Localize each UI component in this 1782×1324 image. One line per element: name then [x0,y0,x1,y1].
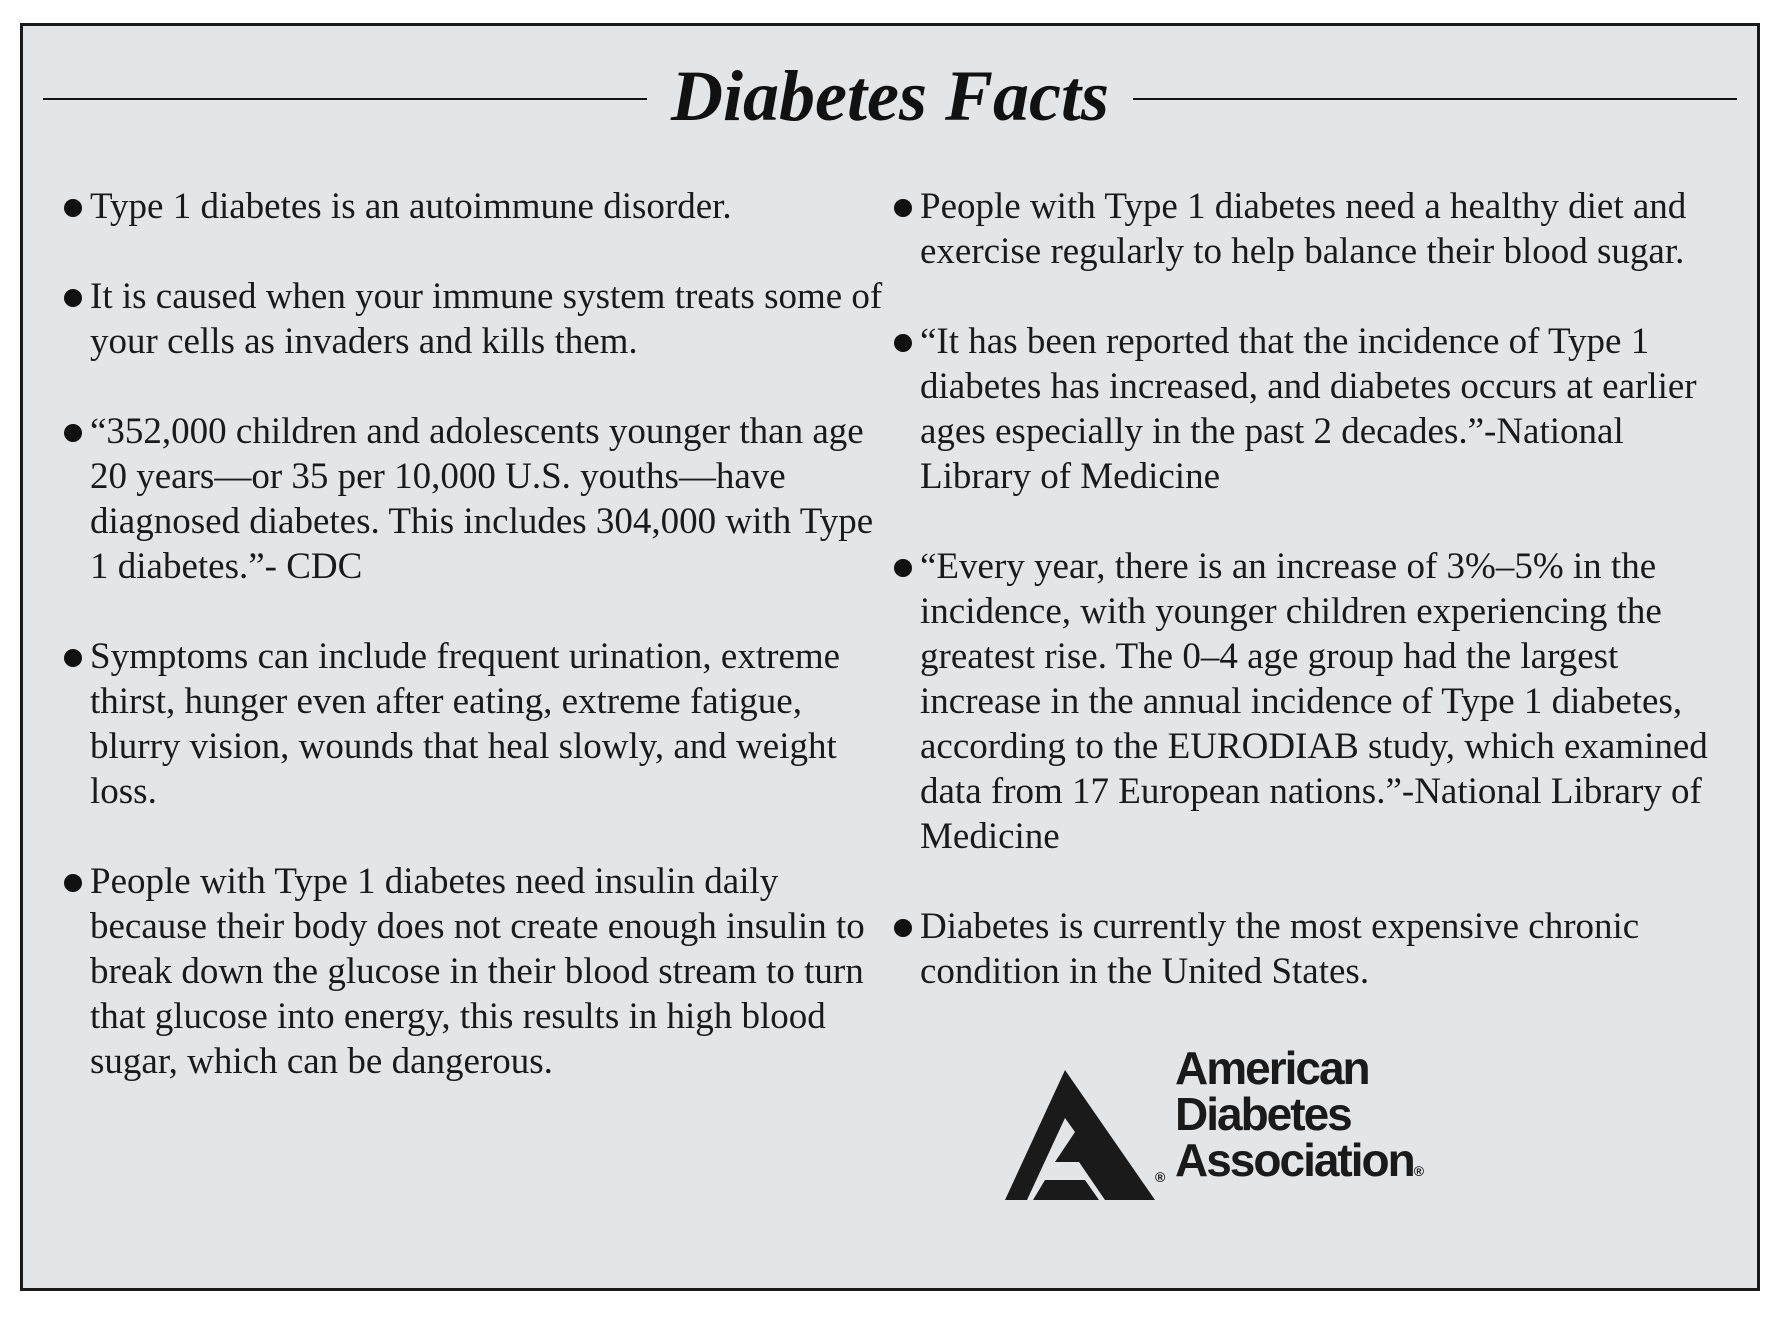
fact-text: “Every year, there is an increase of 3%–5% in the incidence, with younger children experiencing the greatest rise. The 0–4 age group had the largest increase in the annual incidence of Type 1 diabetes, according to the EURODIAB study, which examined data from 17 European nations.”-National Library of Medicine [920,546,1708,857]
bullet-icon [894,559,912,577]
title-rule-left [43,98,647,100]
ada-logo [1005,1042,1485,1205]
fact-text: It is caused when your immune system treats some of your cells as invaders and kills them. [90,276,883,362]
bullet-icon [64,874,82,892]
bullet-icon [64,649,82,667]
fact-text: “352,000 children and adolescents younger than age 20 years—or 35 per 10,000 U.S. youths—have diagnosed diabetes. This includes 304,000 with Type 1 diabetes.”- CDC [90,411,874,587]
registered-mark-2: ® [1413,1163,1425,1179]
fact-text: People with Type 1 diabetes need insulin daily because their body does not create enough insulin to break down the glucose in their blood stream to turn that glucose into energy, this results in high blood sugar, which can be dangerous. [90,861,865,1082]
fact-text: Type 1 diabetes is an autoimmune disorder. [90,186,732,227]
fact-item [888,904,1733,994]
fact-item [58,409,888,589]
fact-text: Symptoms can include frequent urination, extreme thirst, hunger even after eating, extreme fatigue, blurry vision, wounds that heal slowly, and weight loss. [90,636,841,812]
fact-item [58,184,888,229]
fact-item [888,319,1733,499]
logo-line-3-text: Association [1175,1134,1414,1186]
title-rule-right [1133,98,1737,100]
page-title: Diabetes Facts [671,55,1109,136]
title-row [43,54,1737,144]
ada-triangle-icon [1005,1070,1155,1200]
fact-item [888,544,1733,859]
fact-item [58,634,888,814]
right-column [888,184,1733,1039]
bullet-icon [64,289,82,307]
bullet-icon [64,424,82,442]
logo-line-3 [1175,1134,1425,1194]
logo-line-1: American [1175,1042,1369,1094]
fact-item [58,859,888,1084]
bullet-icon [894,919,912,937]
facts-panel [20,23,1760,1291]
ada-logo-text [1175,1042,1425,1194]
fact-text: “It has been reported that the incidence of Type 1 diabetes has increased, and diabetes occurs at earlier ages especially in the past 2 decades.”-National Library of Medicine [920,321,1697,497]
bullet-icon [894,199,912,217]
fact-item [58,274,888,364]
fact-text: People with Type 1 diabetes need a healthy diet and exercise regularly to help balance their blood sugar. [920,186,1687,272]
fact-text: Diabetes is currently the most expensive chronic condition in the United States. [920,906,1640,992]
fact-item [888,184,1733,274]
logo-line-2: Diabetes [1175,1088,1351,1140]
registered-mark: ® [1155,1169,1166,1185]
bullet-icon [64,199,82,217]
bullet-icon [894,334,912,352]
left-column [58,184,888,1129]
